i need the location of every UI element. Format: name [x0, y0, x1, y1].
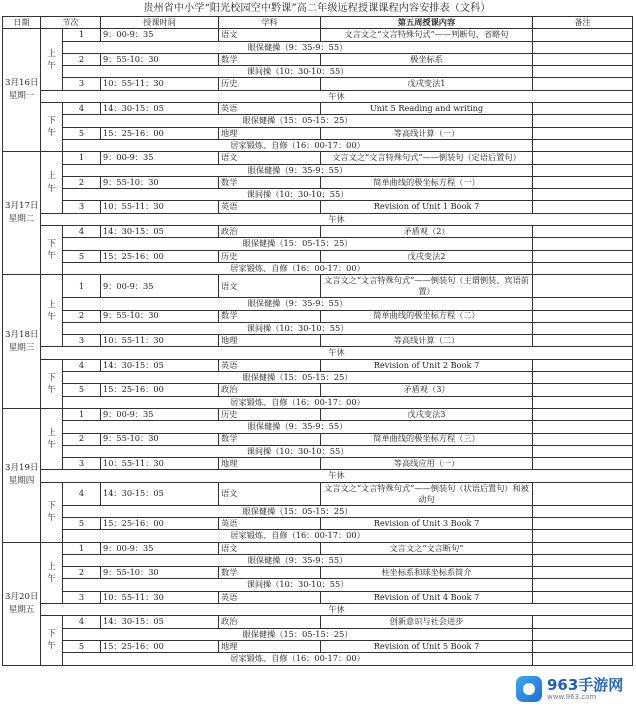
note-cell [533, 275, 633, 298]
day-cell [3, 152, 41, 275]
note-cell [533, 335, 633, 347]
class-content: 矛盾观（3） [321, 384, 533, 396]
period-number: 5 [63, 384, 101, 396]
afternoon-label [41, 359, 63, 408]
class-subject: 数学 [219, 310, 321, 322]
schedule-body [3, 29, 633, 665]
note-cell [533, 78, 633, 90]
class-subject: 英语 [219, 591, 321, 603]
class-row [3, 458, 633, 470]
class-subject: 历史 [219, 408, 321, 420]
class-time: 10：55-11：30 [101, 458, 219, 470]
break-row [3, 298, 633, 310]
header-time: 授课时间 [101, 17, 219, 29]
day-date: 3月19日 [5, 463, 39, 474]
class-content: 文言文之“文言特殊句式”——倒装句（状语后置句）和被动句 [321, 482, 533, 505]
break-row [3, 139, 633, 151]
day-cell [3, 542, 41, 665]
note-cell [533, 567, 633, 579]
afternoon-text: 下午 [47, 239, 56, 262]
note-cell [533, 396, 633, 408]
class-time: 9：55-10：30 [101, 53, 219, 65]
afternoon-label [41, 616, 63, 665]
break-row [3, 262, 633, 274]
lunch-row [3, 90, 633, 102]
class-time: 9：00-9：35 [101, 29, 219, 41]
morning-label [41, 542, 63, 603]
class-content: 等高线计算（一） [321, 127, 533, 139]
class-content: Revision of Unit 1 Book 7 [321, 201, 533, 213]
break-activity: 眼保健操（15：05-15：25） [63, 115, 533, 127]
break-row [3, 530, 633, 542]
note-cell [533, 408, 633, 420]
class-row [3, 250, 633, 262]
period-number: 3 [63, 201, 101, 213]
watermark-logo [516, 672, 626, 706]
note-cell [533, 384, 633, 396]
class-content: Revision of Unit 4 Book 7 [321, 591, 533, 603]
day-date: 3月16日 [5, 78, 39, 89]
period-number: 4 [63, 226, 101, 238]
note-cell [533, 482, 633, 505]
period-number: 5 [63, 517, 101, 529]
note-cell [533, 53, 633, 65]
day-date: 3月17日 [5, 201, 39, 212]
class-content: 等高线应用（一） [321, 458, 533, 470]
morning-text: 上午 [47, 48, 56, 71]
break-row [3, 579, 633, 591]
schedule-table [2, 16, 633, 666]
header-row [3, 17, 633, 29]
class-content: 极坐标系 [321, 53, 533, 65]
break-activity: 眼保健操（9：35-9：55） [63, 421, 533, 433]
note-cell [533, 322, 633, 334]
afternoon-text: 下午 [47, 629, 56, 652]
class-row [3, 78, 633, 90]
note-cell [533, 152, 633, 164]
morning-text: 上午 [47, 171, 56, 194]
break-row [3, 189, 633, 201]
period-number: 2 [63, 567, 101, 579]
class-row [3, 640, 633, 652]
break-row [3, 66, 633, 78]
note-cell [533, 591, 633, 603]
note-cell [533, 189, 633, 201]
class-time: 15：25-16：00 [101, 250, 219, 262]
break-row [3, 372, 633, 384]
note-cell [533, 517, 633, 529]
note-cell [533, 458, 633, 470]
note-cell [533, 554, 633, 566]
note-cell [533, 653, 633, 665]
class-time: 9：55-10：30 [101, 310, 219, 322]
class-time: 9：55-10：30 [101, 176, 219, 188]
note-cell [533, 139, 633, 151]
break-activity: 眼保健操（9：35-9：55） [63, 164, 533, 176]
class-content: 简单曲线的极坐标方程（二） [321, 310, 533, 322]
break-activity: 眼保健操（9：35-9：55） [63, 298, 533, 310]
class-time: 10：55-11：30 [101, 335, 219, 347]
note-cell [533, 226, 633, 238]
class-subject: 历史 [219, 250, 321, 262]
class-row [3, 152, 633, 164]
note-cell [533, 250, 633, 262]
class-content: 文言文之“文言特殊句式”——判断句、省略句 [321, 29, 533, 41]
class-subject: 数学 [219, 176, 321, 188]
period-number: 2 [63, 433, 101, 445]
break-activity: 眼保健操（9：35-9：55） [63, 41, 533, 53]
break-activity: 居家锻炼、自修（16：00-17：00） [63, 262, 533, 274]
header-subject: 学科 [219, 17, 321, 29]
note-cell [533, 433, 633, 445]
logo-url: www.963.com [547, 692, 597, 701]
note-cell [533, 127, 633, 139]
class-row [3, 542, 633, 554]
class-content: 戊戌变法2 [321, 250, 533, 262]
day-weekday: 星期二 [8, 214, 35, 225]
class-content: Revision of Unit 2 Book 7 [321, 359, 533, 371]
break-row [3, 628, 633, 640]
break-activity: 眼保健操（15：05-15：25） [63, 628, 533, 640]
morning-text: 上午 [47, 561, 56, 584]
day-weekday: 星期五 [8, 604, 35, 615]
class-time: 10：55-11：30 [101, 78, 219, 90]
lunch-break: 午休 [41, 347, 633, 359]
class-content: 文言文之“文言特殊句式”——倒装句（定语后置句） [321, 152, 533, 164]
class-time: 15：25-16：00 [101, 384, 219, 396]
afternoon-label [41, 103, 63, 152]
note-cell [533, 640, 633, 652]
period-number: 5 [63, 640, 101, 652]
period-number: 4 [63, 616, 101, 628]
class-row [3, 29, 633, 41]
class-subject: 地理 [219, 640, 321, 652]
morning-label [41, 29, 63, 90]
lunch-break: 午休 [41, 604, 633, 616]
break-activity: 眼保健操（9：35-9：55） [63, 554, 533, 566]
class-row [3, 335, 633, 347]
class-row [3, 433, 633, 445]
header-date: 日期 [3, 17, 41, 29]
lunch-row [3, 470, 633, 482]
afternoon-label [41, 226, 63, 275]
period-number: 3 [63, 458, 101, 470]
class-row [3, 176, 633, 188]
class-content: 创新意识与社会进步 [321, 616, 533, 628]
break-activity: 眼保健操（15：05-15：25） [63, 238, 533, 250]
note-cell [533, 505, 633, 517]
break-activity: 课间操（10：30-10：55） [63, 322, 533, 334]
note-cell [533, 176, 633, 188]
period-number: 2 [63, 176, 101, 188]
class-time: 10：55-11：30 [101, 591, 219, 603]
morning-text: 上午 [47, 299, 56, 322]
morning-text: 上午 [47, 428, 56, 451]
note-cell [533, 616, 633, 628]
break-activity: 课间操（10：30-10：55） [63, 579, 533, 591]
class-time: 14：30-15：05 [101, 359, 219, 371]
note-cell [533, 579, 633, 591]
class-time: 14：30-15：05 [101, 103, 219, 115]
note-cell [533, 359, 633, 371]
note-cell [533, 115, 633, 127]
break-activity: 居家锻炼、自修（16：00-17：00） [63, 653, 533, 665]
class-time: 15：25-16：00 [101, 517, 219, 529]
period-number: 2 [63, 310, 101, 322]
break-row [3, 238, 633, 250]
break-activity: 课间操（10：30-10：55） [63, 445, 533, 457]
class-row [3, 53, 633, 65]
note-cell [533, 66, 633, 78]
class-time: 9：00-9：35 [101, 408, 219, 420]
class-content: Revision of Unit 5 Book 7 [321, 640, 533, 652]
period-number: 3 [63, 591, 101, 603]
day-weekday: 星期一 [8, 91, 35, 102]
class-row [3, 310, 633, 322]
afternoon-text: 下午 [47, 372, 56, 395]
morning-label [41, 275, 63, 347]
note-cell [533, 372, 633, 384]
afternoon-text: 下午 [47, 501, 56, 524]
break-activity: 眼保健操（15：05-15：25） [63, 505, 533, 517]
class-subject: 数学 [219, 53, 321, 65]
class-subject: 历史 [219, 78, 321, 90]
class-content: 等高线计算（二） [321, 335, 533, 347]
class-subject: 英语 [219, 359, 321, 371]
note-cell [533, 542, 633, 554]
note-cell [533, 628, 633, 640]
break-row [3, 421, 633, 433]
break-row [3, 396, 633, 408]
class-time: 9：55-10：30 [101, 567, 219, 579]
page-title: 贵州省中小学“阳光校园空中黔课”高二年级远程授课课程内容安排表（文科） [143, 3, 491, 14]
day-date: 3月18日 [5, 329, 39, 340]
break-activity: 居家锻炼、自修（16：00-17：00） [63, 530, 533, 542]
class-content: 戊戌变法1 [321, 78, 533, 90]
class-time: 9：55-10：30 [101, 433, 219, 445]
period-number: 1 [63, 275, 101, 298]
day-cell [3, 408, 41, 542]
period-number: 4 [63, 103, 101, 115]
period-number: 1 [63, 29, 101, 41]
class-content: 矛盾观（2） [321, 226, 533, 238]
schedule-page [2, 2, 632, 666]
break-row [3, 41, 633, 53]
class-time: 14：30-15：05 [101, 482, 219, 505]
day-cell [3, 29, 41, 152]
header-period: 节次 [41, 17, 101, 29]
class-time: 9：00-9：35 [101, 152, 219, 164]
note-cell [533, 238, 633, 250]
class-time: 15：25-16：00 [101, 127, 219, 139]
class-subject: 数学 [219, 567, 321, 579]
lunch-break: 午休 [41, 470, 633, 482]
period-number: 3 [63, 335, 101, 347]
class-time: 14：30-15：05 [101, 226, 219, 238]
break-row [3, 164, 633, 176]
class-subject: 语文 [219, 152, 321, 164]
break-activity: 居家锻炼、自修（16：00-17：00） [63, 396, 533, 408]
note-cell [533, 164, 633, 176]
note-cell [533, 298, 633, 310]
class-row [3, 517, 633, 529]
period-number: 5 [63, 250, 101, 262]
class-row [3, 591, 633, 603]
afternoon-label [41, 482, 63, 542]
break-activity: 眼保健操（15：05-15：25） [63, 372, 533, 384]
class-subject: 语文 [219, 275, 321, 298]
class-time: 14：30-15：05 [101, 616, 219, 628]
class-subject: 政治 [219, 384, 321, 396]
afternoon-text: 下午 [47, 116, 56, 139]
class-subject: 地理 [219, 127, 321, 139]
class-row [3, 275, 633, 298]
class-subject: 数学 [219, 433, 321, 445]
class-subject: 地理 [219, 458, 321, 470]
note-cell [533, 201, 633, 213]
break-activity: 课间操（10：30-10：55） [63, 66, 533, 78]
class-subject: 语文 [219, 29, 321, 41]
day-weekday: 星期三 [8, 342, 35, 353]
class-content: 简单曲线的极坐标方程（一） [321, 176, 533, 188]
note-cell [533, 530, 633, 542]
break-row [3, 322, 633, 334]
note-cell [533, 445, 633, 457]
break-row [3, 445, 633, 457]
period-number: 4 [63, 482, 101, 505]
class-content: 简单曲线的极坐标方程（三） [321, 433, 533, 445]
header-note: 备注 [533, 17, 633, 29]
day-date: 3月20日 [5, 591, 39, 602]
class-time: 15：25-16：00 [101, 640, 219, 652]
break-row [3, 653, 633, 665]
break-activity: 课间操（10：30-10：55） [63, 189, 533, 201]
class-content: Revision of Unit 3 Book 7 [321, 517, 533, 529]
logo-name: 963手游网 [547, 675, 624, 694]
period-number: 4 [63, 359, 101, 371]
class-row [3, 201, 633, 213]
break-row [3, 554, 633, 566]
class-subject: 语文 [219, 482, 321, 505]
break-row [3, 505, 633, 517]
logo-icon [516, 676, 542, 702]
class-row [3, 567, 633, 579]
class-subject: 语文 [219, 542, 321, 554]
morning-label [41, 152, 63, 213]
class-row [3, 384, 633, 396]
class-row [3, 359, 633, 371]
class-content: 戊戌变法3 [321, 408, 533, 420]
period-number: 2 [63, 53, 101, 65]
period-number: 5 [63, 127, 101, 139]
note-cell [533, 310, 633, 322]
class-subject: 英语 [219, 103, 321, 115]
break-row [3, 115, 633, 127]
class-time: 9：00-9：35 [101, 275, 219, 298]
class-row [3, 408, 633, 420]
lunch-row [3, 347, 633, 359]
class-subject: 政治 [219, 226, 321, 238]
class-subject: 英语 [219, 517, 321, 529]
class-time: 9：00-9：35 [101, 542, 219, 554]
lunch-break: 午休 [41, 90, 633, 102]
day-weekday: 星期四 [8, 476, 35, 487]
period-number: 1 [63, 408, 101, 420]
morning-label [41, 408, 63, 469]
class-content: 柱坐标系和球坐标系简介 [321, 567, 533, 579]
class-subject: 政治 [219, 616, 321, 628]
note-cell [533, 421, 633, 433]
class-content: Unit 5 Reading and writing [321, 103, 533, 115]
lunch-break: 午休 [41, 213, 633, 225]
class-row [3, 103, 633, 115]
note-cell [533, 103, 633, 115]
class-subject: 英语 [219, 201, 321, 213]
lunch-row [3, 604, 633, 616]
note-cell [533, 29, 633, 41]
class-time: 10：55-11：30 [101, 201, 219, 213]
note-cell [533, 262, 633, 274]
class-content: 文言文之“文言特殊句式”——倒装句（主谓倒装、宾语前置） [321, 275, 533, 298]
break-activity: 居家锻炼、自修（16：00-17：00） [63, 139, 533, 151]
class-row [3, 226, 633, 238]
class-row [3, 616, 633, 628]
lunch-row [3, 213, 633, 225]
period-number: 1 [63, 152, 101, 164]
note-cell [533, 41, 633, 53]
period-number: 1 [63, 542, 101, 554]
header-content: 第五周授课内容 [321, 17, 533, 29]
class-content: 文言文之“文言断句” [321, 542, 533, 554]
period-number: 3 [63, 78, 101, 90]
class-row [3, 482, 633, 505]
class-row [3, 127, 633, 139]
day-cell [3, 275, 41, 409]
class-subject: 地理 [219, 335, 321, 347]
